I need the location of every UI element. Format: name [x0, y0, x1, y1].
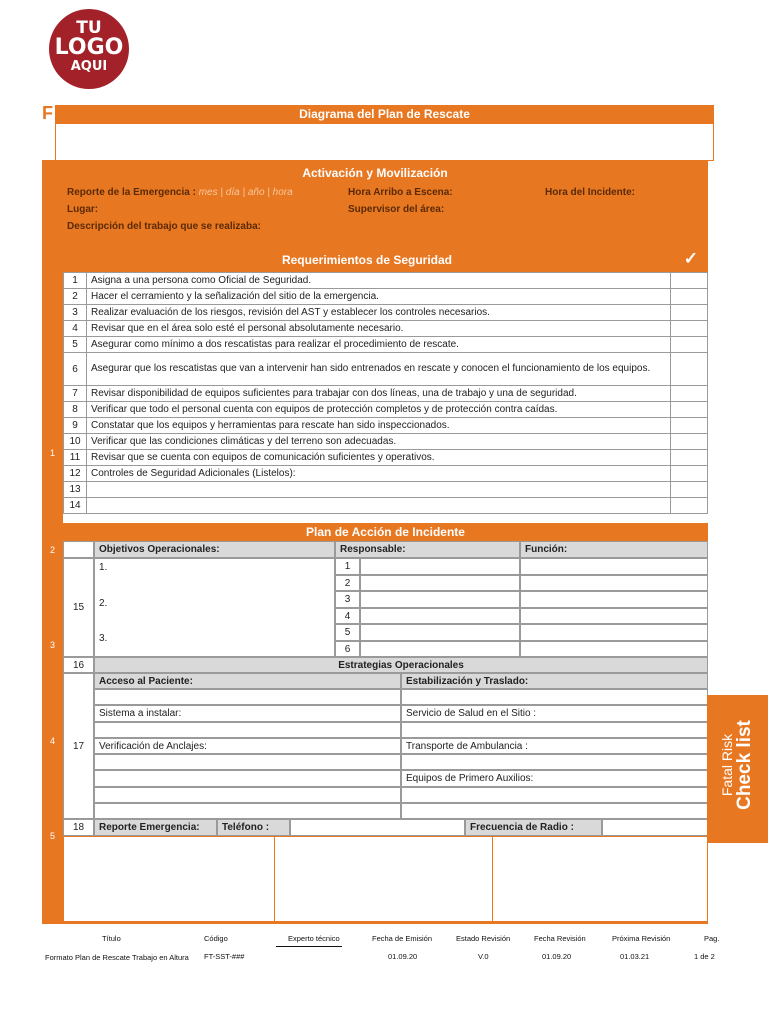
requirement-row: [64, 273, 708, 289]
plan-header-blank: [63, 541, 94, 558]
function-input[interactable]: [520, 641, 708, 658]
requirement-row: [64, 386, 708, 402]
requirement-number: 2: [64, 289, 87, 305]
sheet-title-letter: F: [42, 103, 53, 123]
requirement-row: [64, 337, 708, 353]
side-number-4: 4: [49, 736, 55, 746]
requirement-checkbox[interactable]: [671, 450, 708, 466]
logo-line-2: LOGO: [54, 35, 124, 60]
function-input[interactable]: [520, 575, 708, 592]
requirement-row: [64, 305, 708, 321]
responsible-input[interactable]: [360, 608, 520, 625]
badge-line-2: Check list: [734, 720, 755, 810]
objective-3: 3.: [99, 633, 108, 644]
footer-value: Formato Plan de Rescate Trabajo en Altura: [45, 953, 189, 962]
requirement-checkbox[interactable]: [671, 386, 708, 402]
diagram-box: [55, 124, 714, 161]
phone-label: Teléfono :: [217, 819, 290, 836]
patient-access-line[interactable]: [94, 770, 401, 786]
requirement-text: Verificar que las condiciones climáticas y del terreno son adecuadas.: [87, 434, 671, 450]
function-header: Función:: [520, 541, 708, 558]
responsible-number: 1: [335, 558, 360, 575]
side-number-5: 5: [49, 831, 55, 841]
requirement-text: Revisar que se cuenta con equipos de comunicación suficientes y operativos.: [87, 450, 671, 466]
patient-access-line[interactable]: Verificación de Anclajes:: [94, 738, 401, 754]
requirement-text: Revisar que en el área solo esté el personal absolutamente necesario.: [87, 321, 671, 337]
footer-value: 01.03.21: [620, 952, 650, 961]
function-input[interactable]: [520, 608, 708, 625]
diagram-title: Diagrama del Plan de Rescate: [55, 105, 714, 124]
bottom-notes-area[interactable]: [63, 836, 708, 924]
requirement-checkbox[interactable]: [671, 498, 708, 514]
footer-header: Fecha de Emisión: [372, 934, 433, 943]
requirement-number: 14: [64, 498, 87, 514]
patient-access-line[interactable]: Sistema a instalar:: [94, 705, 401, 721]
requirement-number: 10: [64, 434, 87, 450]
footer-header: Experto técnico: [288, 934, 340, 943]
requirement-number: 3: [64, 305, 87, 321]
function-input[interactable]: [520, 624, 708, 641]
objective-2: 2.: [99, 598, 108, 609]
patient-access-line[interactable]: [94, 754, 401, 770]
requirement-row: [64, 353, 708, 386]
requirement-row: [64, 434, 708, 450]
requirement-row: [64, 418, 708, 434]
requirement-text: [87, 482, 671, 498]
requirement-text: Realizar evaluación de los riesgos, revisión del AST y establecer los controles necesarios.: [87, 305, 671, 321]
bottom-orange-rule: [42, 921, 708, 924]
requirement-row: [64, 498, 708, 514]
requirement-checkbox[interactable]: [671, 466, 708, 482]
requirement-text: Revisar disponibilidad de equipos suficientes para trabajar con dos líneas, una de trabajo y una de seguridad.: [87, 386, 671, 402]
stabilization-line[interactable]: [401, 754, 708, 770]
requirements-table: [63, 272, 708, 514]
report-label: Reporte de la Emergencia :: [67, 187, 196, 198]
requirement-checkbox[interactable]: [671, 289, 708, 305]
plan-title: Plan de Acción de Incidente: [63, 523, 708, 541]
badge-text: [719, 695, 755, 835]
requirement-checkbox[interactable]: [671, 321, 708, 337]
footer-header: Código: [204, 934, 228, 943]
stabilization-line[interactable]: Transporte de Ambulancia :: [401, 738, 708, 754]
side-number-3: 3: [49, 640, 55, 650]
responsible-input[interactable]: [360, 558, 520, 575]
responsible-input[interactable]: [360, 575, 520, 592]
side-number-1: 1: [49, 448, 55, 458]
requirement-row: [64, 450, 708, 466]
company-logo: [49, 9, 129, 89]
requirements-header: [63, 248, 708, 272]
requirement-checkbox[interactable]: [671, 337, 708, 353]
requirement-number: 13: [64, 482, 87, 498]
requirement-text: Asegurar como mínimo a dos rescatistas para realizar el procedimiento de rescate.: [87, 337, 671, 353]
responsible-input[interactable]: [360, 591, 520, 608]
footer-value: V.0: [478, 952, 489, 961]
work-description-field[interactable]: Descripción del trabajo que se realizaba:: [67, 221, 261, 232]
objective-1: 1.: [99, 562, 108, 573]
requirement-row: [64, 321, 708, 337]
footer-header: Próxima Revisión: [612, 934, 671, 943]
requirement-text: [87, 498, 671, 514]
footer-value: 1 de 2: [694, 952, 715, 961]
requirement-text: Controles de Seguridad Adicionales (Listelos):: [87, 466, 671, 482]
requirement-number: 1: [64, 273, 87, 289]
footer-value: 01.09.20: [388, 952, 418, 961]
requirement-checkbox[interactable]: [671, 418, 708, 434]
requirement-text: Asegurar que los rescatistas que van a intervenir han sido entrenados en rescate y conocen el funcionamiento de los equipos.: [87, 353, 671, 386]
phone-input[interactable]: [290, 819, 465, 836]
objectives-cell[interactable]: [94, 558, 335, 657]
footer-value: FT-SST-###: [204, 952, 245, 961]
side-number-2: 2: [49, 545, 55, 555]
patient-access-line[interactable]: [94, 722, 401, 738]
patient-access-line[interactable]: [94, 803, 401, 819]
patient-access-header: Acceso al Paciente:: [94, 673, 401, 689]
footer-header: Título: [102, 934, 121, 943]
requirement-number: 11: [64, 450, 87, 466]
row-15-number: 15: [63, 558, 94, 657]
requirement-row: [64, 289, 708, 305]
requirement-text: Constatar que los equipos y herramientas para rescate han sido inspeccionados.: [87, 418, 671, 434]
requirement-text: Hacer el cerramiento y la señalización del sitio de la emergencia.: [87, 289, 671, 305]
responsible-number: 5: [335, 624, 360, 641]
requirement-number: 8: [64, 402, 87, 418]
fatal-risk-badge[interactable]: [707, 695, 768, 843]
footer-value: 01.09.20: [542, 952, 572, 961]
responsible-header: Responsable:: [335, 541, 520, 558]
requirements-title: Requerimientos de Seguridad: [281, 253, 453, 267]
stabilization-header: Estabilización y Traslado:: [401, 673, 708, 689]
responsible-number: 3: [335, 591, 360, 608]
requirement-number: 5: [64, 337, 87, 353]
row-18-number: 18: [63, 819, 94, 836]
place-field[interactable]: Lugar:: [67, 204, 99, 215]
requirement-text: Asigna a una persona como Oficial de Seguridad.: [87, 273, 671, 289]
supervisor-field[interactable]: Supervisor del área:: [348, 204, 445, 215]
responsible-number: 2: [335, 575, 360, 592]
requirement-row: [64, 482, 708, 498]
report-field[interactable]: [67, 187, 293, 198]
footer-header: Fecha Revisión: [534, 934, 586, 943]
badge-line-1: Fatal Risk: [719, 733, 735, 797]
activation-title: Activación y Movilización: [302, 166, 448, 180]
requirement-checkbox[interactable]: [671, 353, 708, 386]
logo-line-1: TU: [76, 18, 102, 38]
function-input[interactable]: [520, 558, 708, 575]
stabilization-line[interactable]: [401, 722, 708, 738]
incident-time-field[interactable]: Hora del Incidente:: [545, 187, 636, 198]
objectives-header: Objetivos Operacionales:: [94, 541, 335, 558]
section-side-strip: [42, 248, 63, 924]
check-icon: ✓: [683, 249, 698, 268]
requirement-checkbox[interactable]: [671, 482, 708, 498]
stabilization-line[interactable]: Equipos de Primero Auxilios:: [401, 770, 708, 786]
activation-section: [42, 160, 708, 248]
requirement-number: 4: [64, 321, 87, 337]
arrival-time-field[interactable]: Hora Arribo a Escena:: [348, 187, 453, 198]
requirement-number: 7: [64, 386, 87, 402]
radio-frequency-label: Frecuencia de Radio :: [465, 819, 602, 836]
requirement-checkbox[interactable]: [671, 305, 708, 321]
responsible-number: 4: [335, 608, 360, 625]
patient-access-line[interactable]: [94, 689, 401, 705]
stabilization-line[interactable]: [401, 689, 708, 705]
responsible-input[interactable]: [360, 624, 520, 641]
requirement-row: [64, 466, 708, 482]
footer-header: Estado Revisión: [456, 934, 511, 943]
requirement-checkbox[interactable]: [671, 434, 708, 450]
requirement-checkbox[interactable]: [671, 402, 708, 418]
requirement-number: 6: [64, 353, 87, 386]
strategies-header: Estrategias Operacionales: [94, 657, 708, 673]
logo-line-3: AQUI: [70, 59, 108, 74]
requirement-text: Verificar que todo el personal cuenta con equipos de protección completos y de protección contra caídas.: [87, 402, 671, 418]
requirement-number: 12: [64, 466, 87, 482]
emergency-report-label: Reporte Emergencia:: [94, 819, 217, 836]
patient-access-line[interactable]: [94, 787, 401, 803]
row-17-number: 17: [63, 673, 94, 819]
radio-frequency-input[interactable]: [602, 819, 708, 836]
footer-header: Pag.: [704, 934, 720, 943]
responsible-input[interactable]: [360, 641, 520, 658]
stabilization-line[interactable]: [401, 787, 708, 803]
report-date-fields: mes | día | año | hora: [198, 187, 293, 198]
responsible-number: 6: [335, 641, 360, 658]
row-16-number: 16: [63, 657, 94, 673]
requirement-number: 9: [64, 418, 87, 434]
function-input[interactable]: [520, 591, 708, 608]
stabilization-line[interactable]: [401, 803, 708, 819]
expert-signature-line: [276, 946, 342, 947]
requirement-checkbox[interactable]: [671, 273, 708, 289]
stabilization-line[interactable]: Servicio de Salud en el Sitio :: [401, 705, 708, 721]
requirement-row: [64, 402, 708, 418]
